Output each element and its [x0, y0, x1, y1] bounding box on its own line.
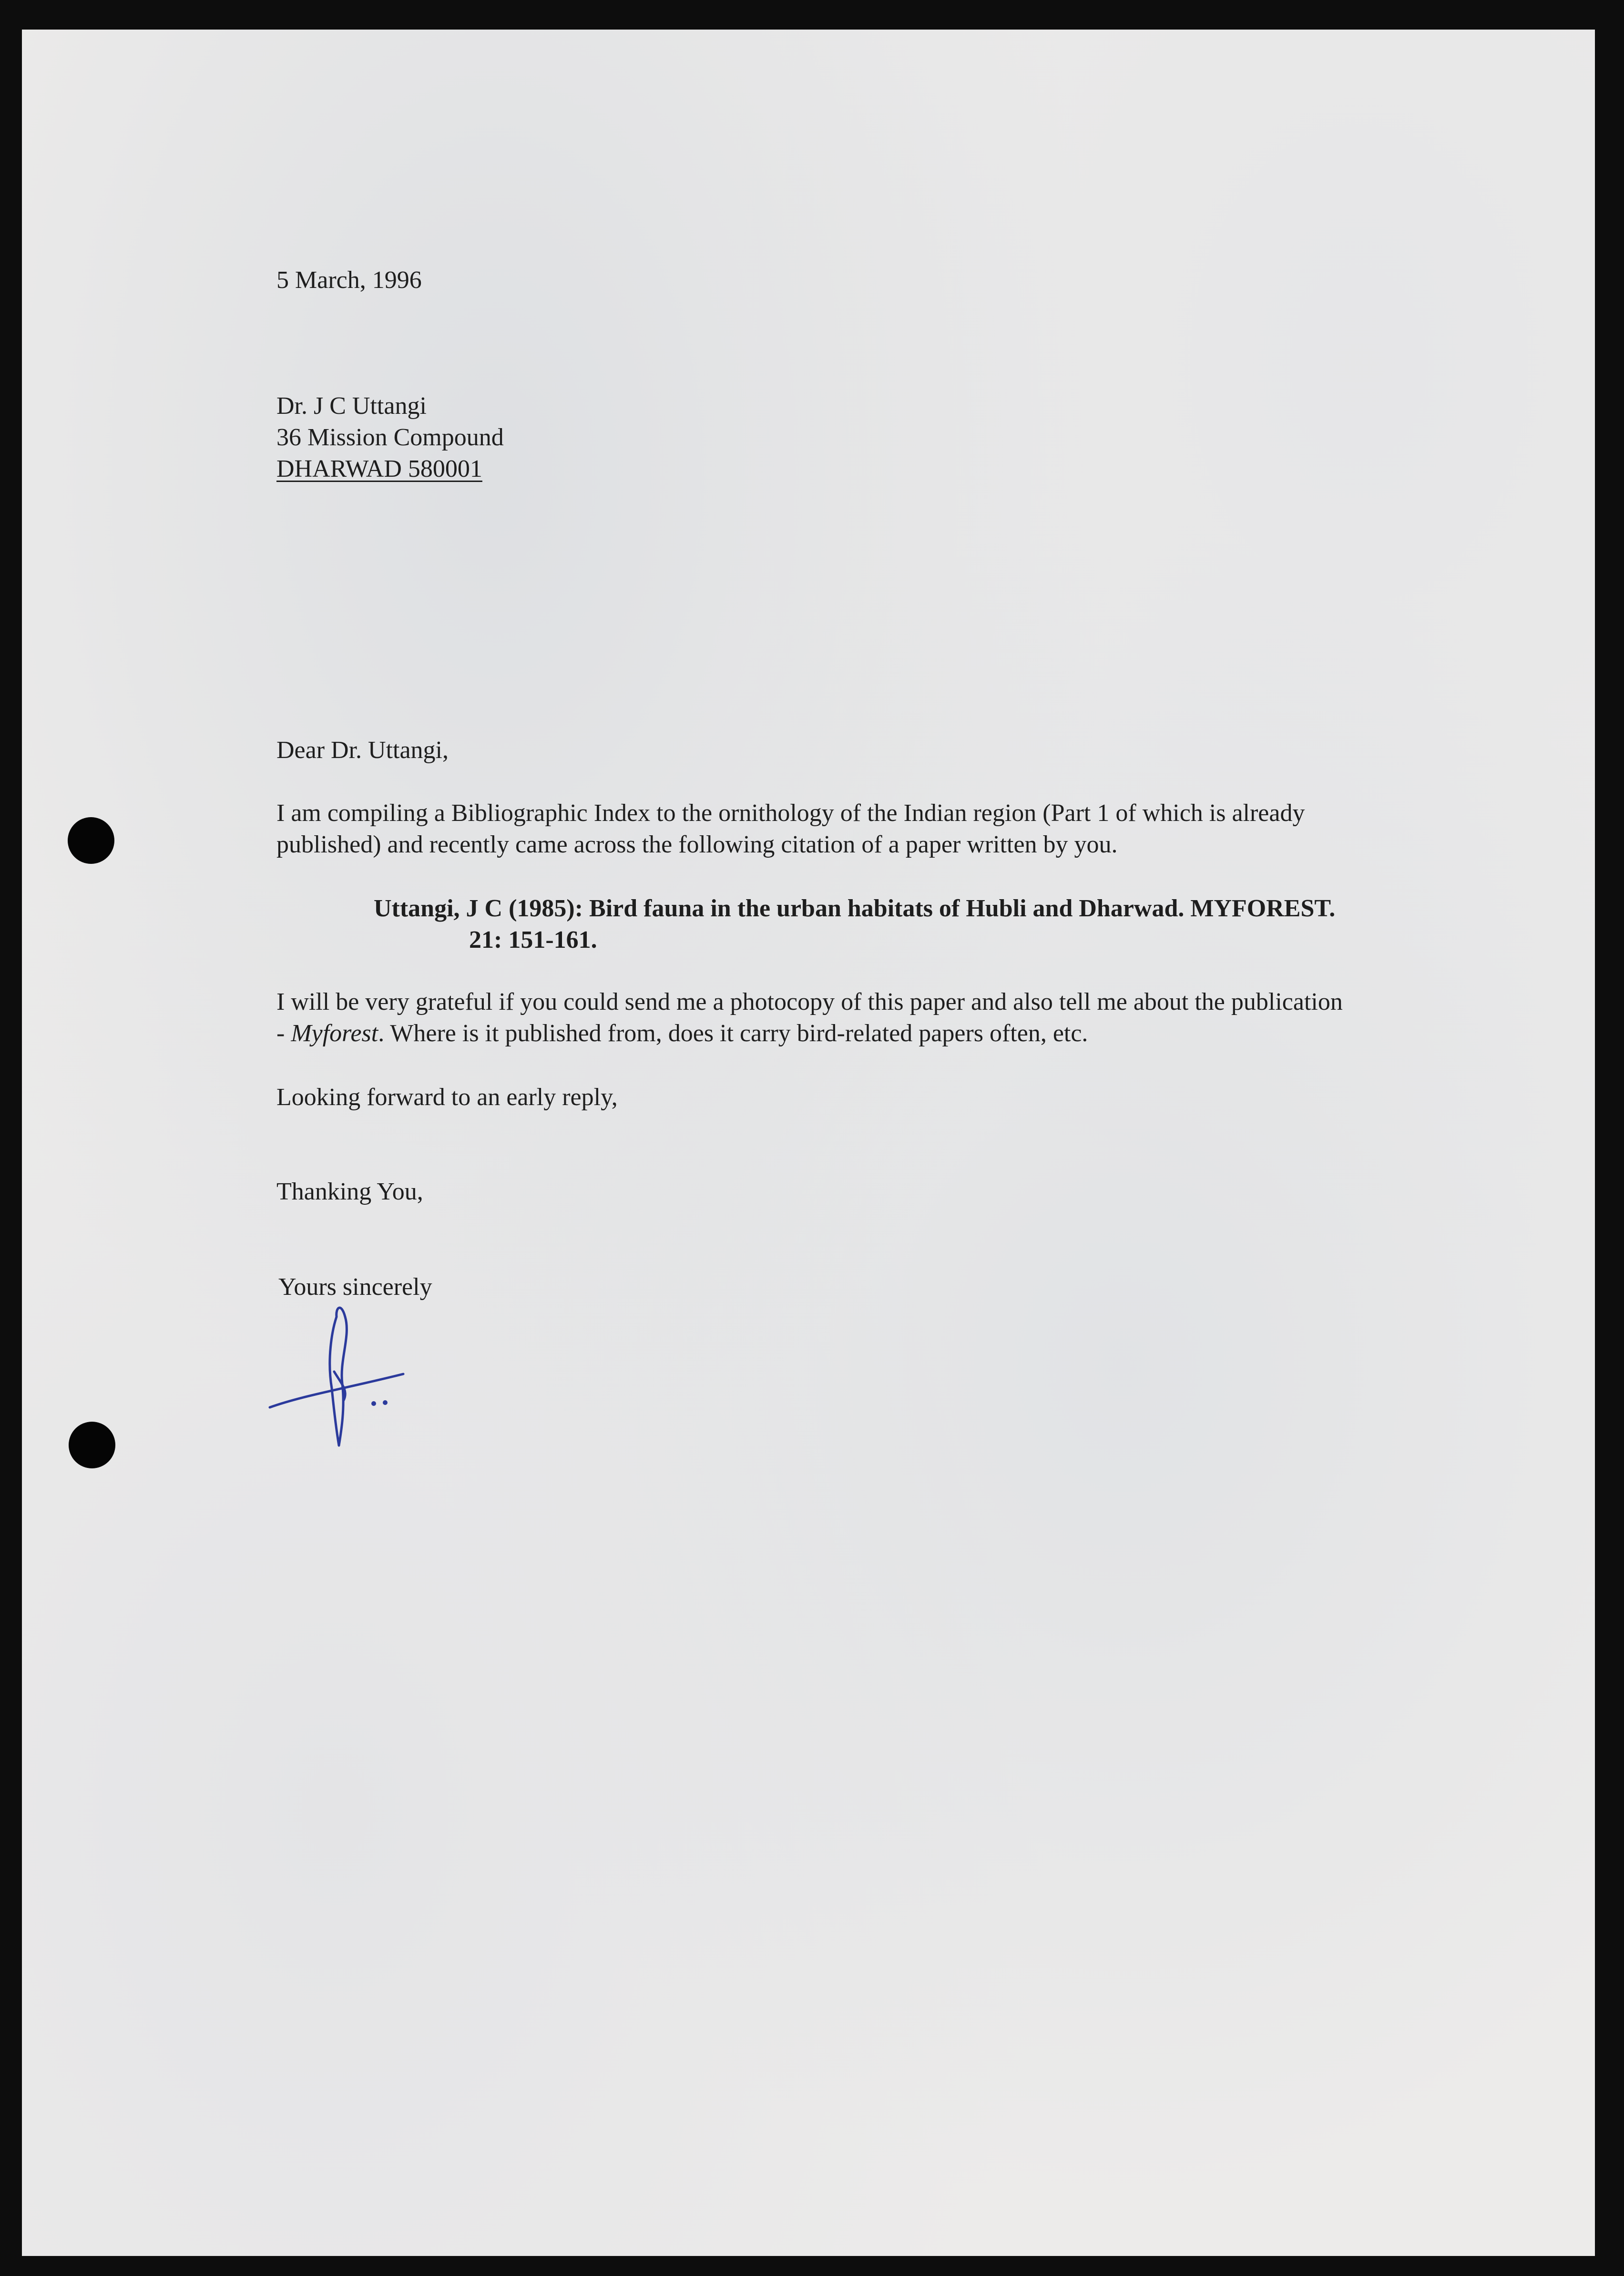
recipient-city: DHARWAD 580001: [276, 455, 482, 482]
publication-name: Myforest: [291, 1020, 378, 1047]
letter-page: [22, 30, 1595, 2256]
paragraph-1-line-1: I am compiling a Bibliographic Index to the ornithology of the Indian region (Part 1 of which is already: [276, 800, 1305, 827]
citation-line-1: Uttangi, J C (1985): Bird fauna in the urban habitats of Hubli and Dharwad. MYFOREST.: [374, 895, 1336, 922]
thanking-line: Thanking You,: [276, 1178, 423, 1205]
handwritten-signature-icon: [260, 1288, 432, 1469]
recipient-name: Dr. J C Uttangi: [276, 392, 427, 420]
citation-line-2: 21: 151-161.: [469, 926, 597, 953]
paragraph-2-rest: . Where is it published from, does it carry bird-related papers often, etc.: [378, 1020, 1088, 1047]
recipient-street: 36 Mission Compound: [276, 424, 504, 451]
paragraph-2-line-1: I will be very grateful if you could send me a photocopy of this paper and also tell me about the publication: [276, 988, 1343, 1015]
paragraph-1-line-2: published) and recently came across the following citation of a paper written by you.: [276, 831, 1118, 858]
paragraph-2-line-2: [276, 1017, 1088, 1050]
salutation: Dear Dr. Uttangi,: [276, 737, 449, 764]
paragraph-3: Looking forward to an early reply,: [276, 1084, 618, 1111]
letter-date: 5 March, 1996: [276, 267, 422, 294]
closing-line: Yours sincerely: [278, 1273, 432, 1301]
paragraph-2-prefix: -: [276, 1020, 291, 1047]
punch-hole-bottom: [69, 1422, 115, 1468]
punch-hole-top: [68, 817, 114, 864]
